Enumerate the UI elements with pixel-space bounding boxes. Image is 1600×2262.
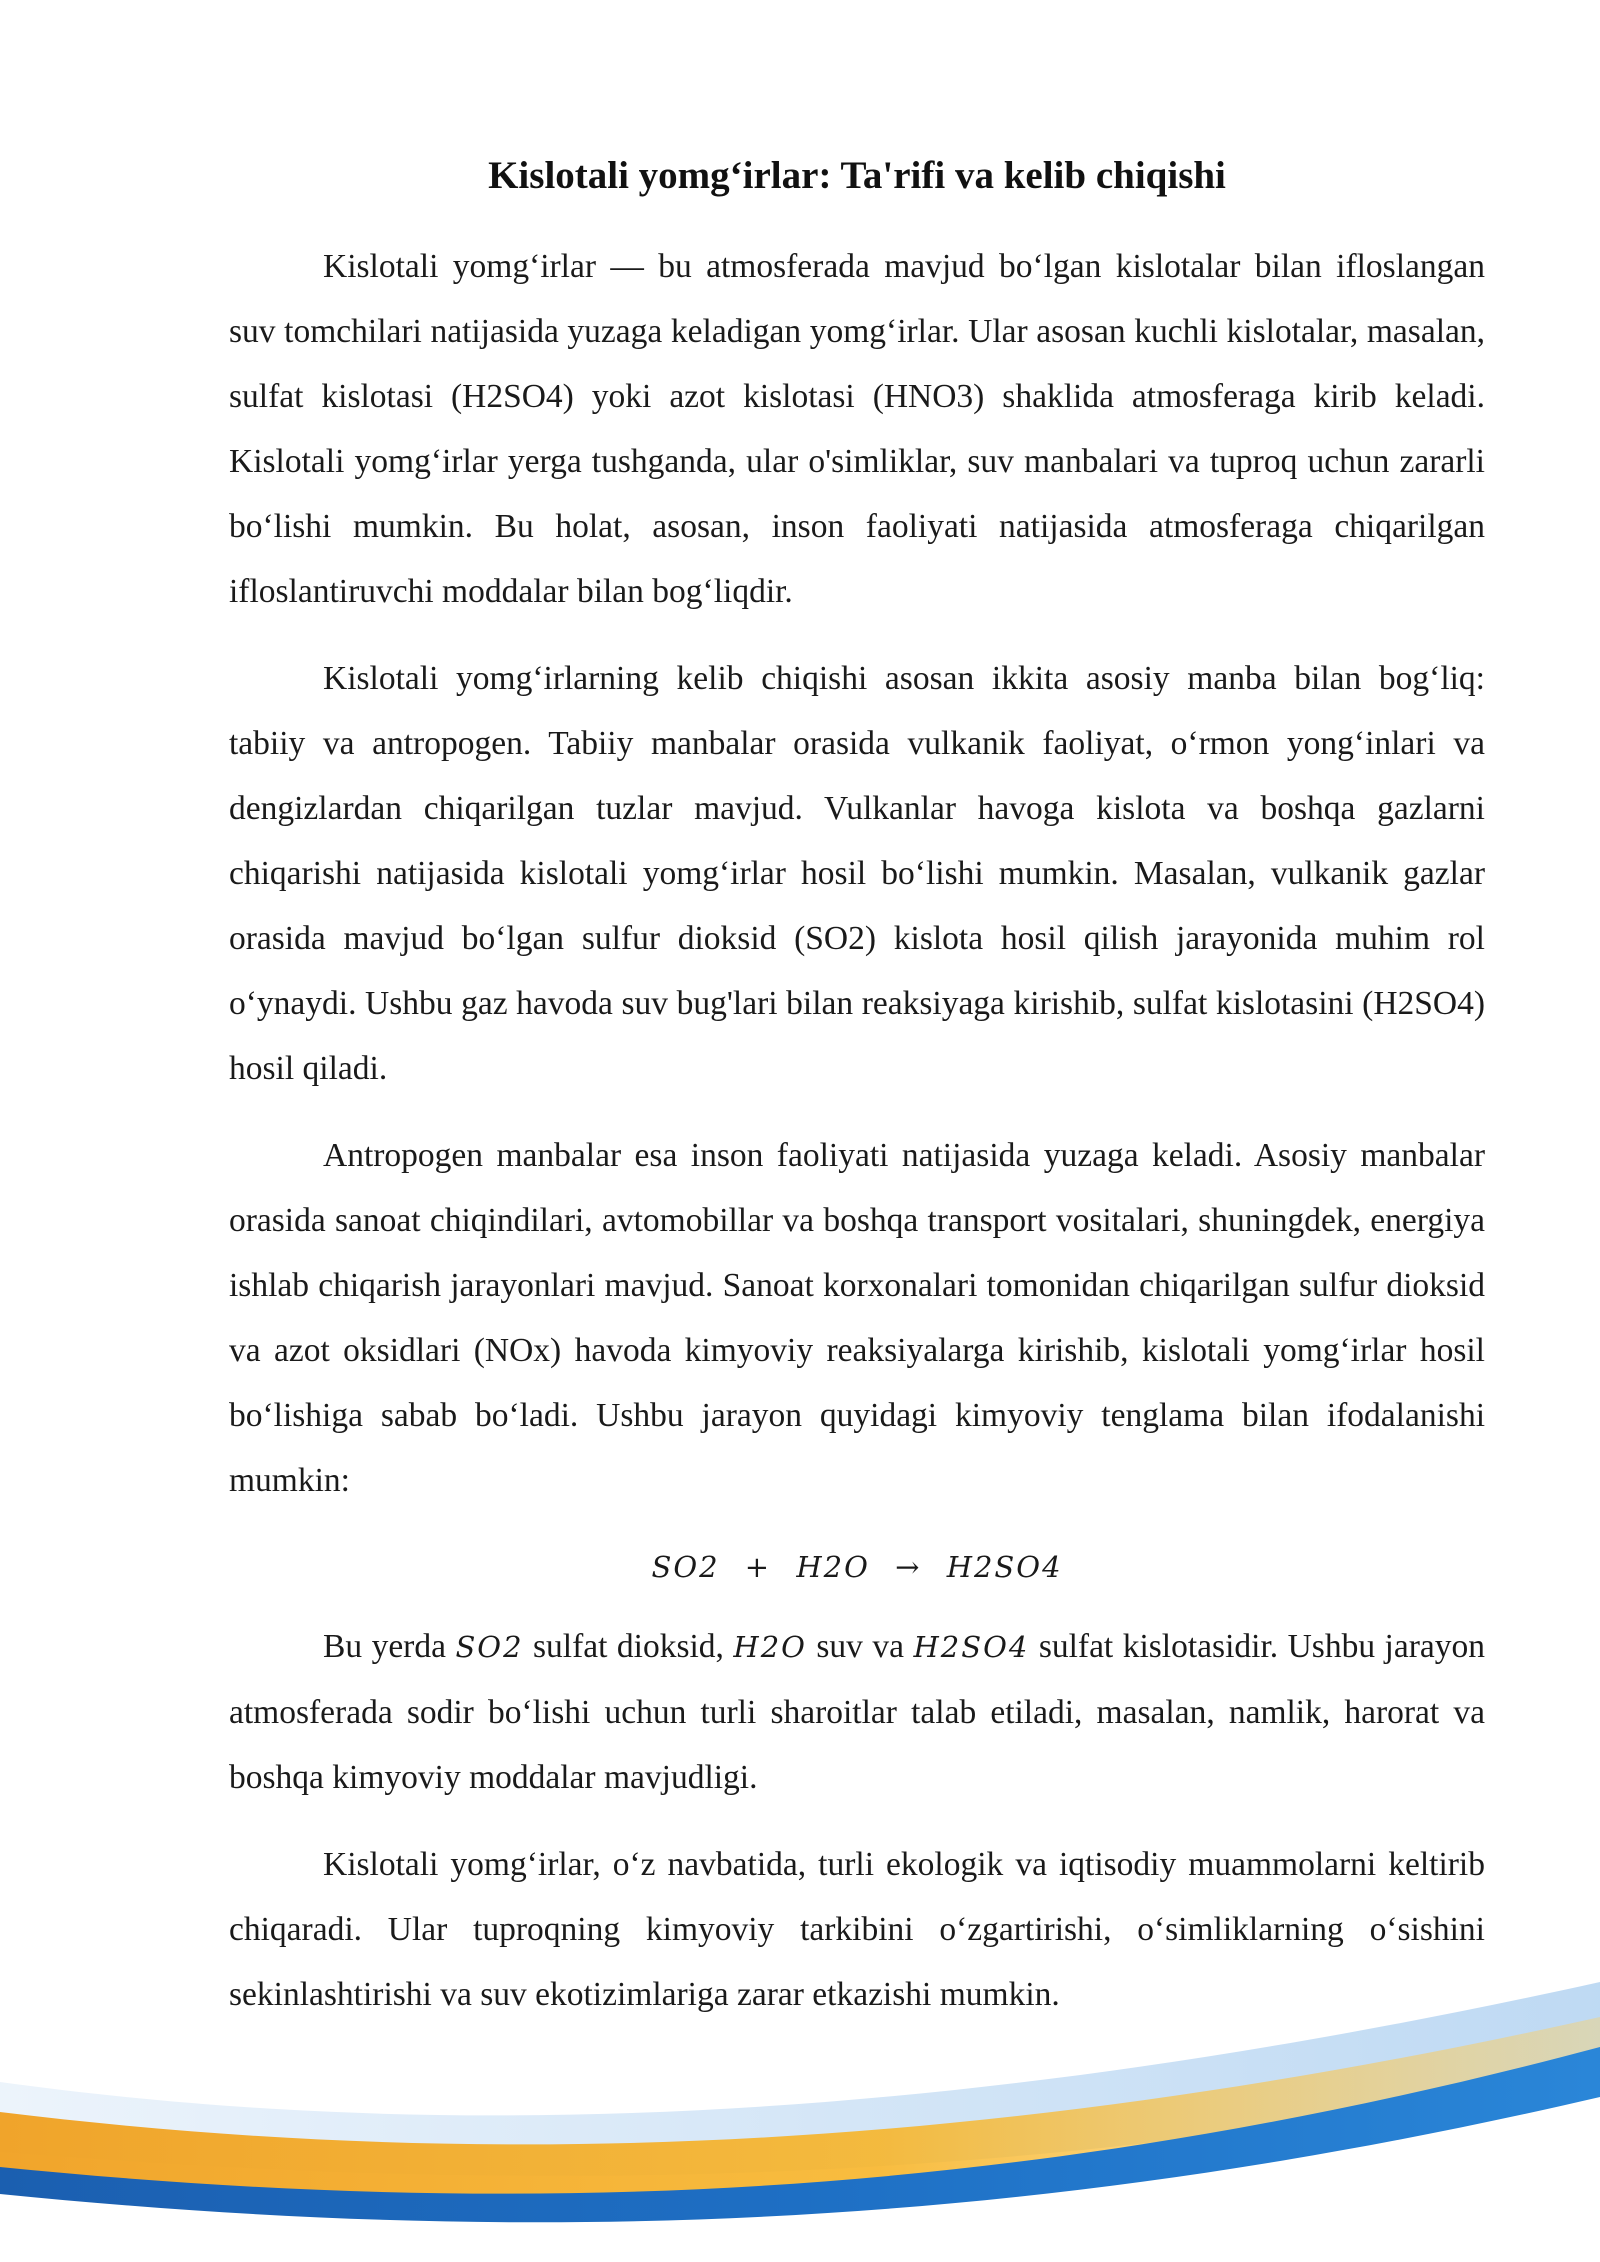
paragraph-origin: Kislotali yomg‘irlarning kelib chiqishi asosan ikkita asosiy manba bilan bog‘liq: tabiiy va antropogen. Tabiiy manbalar orasida vulkanik faoliyat, o‘rmon yong‘inlari va dengizlardan chiqarilgan tuzlar mavjud. Vulkanlar havoga kislota va boshqa gazlarni chiqarishi natijasida kislotali yomg‘irlar hosil bo‘lishi mumkin. Masalan, vulkanik gazlar orasida mavjud bo‘lgan sulfur dioksid (SO2) kislota hosil qilish jarayonida muhim rol o‘ynaydi. Ushbu gaz havoda suv bug'lari bilan reaksiyaga kirishib, sulfat kislotasini (H2SO4) hosil qiladi. (229, 660, 1485, 1087)
explanation-prefix: Bu yerda (323, 1628, 456, 1665)
explanation-so2: SO2 (455, 1630, 524, 1664)
equation-arrow: → (895, 1550, 922, 1584)
equation-reactant-so2: SO2 (651, 1550, 720, 1584)
equation-product-h2so4: H2SO4 (946, 1550, 1063, 1584)
chemical-equation (229, 1535, 1485, 1600)
explanation-h2o: H2O (733, 1630, 807, 1664)
paragraph-anthropogenic: Antropogen manbalar esa inson faoliyati natijasida yuzaga keladi. Asosiy manbalar orasida sanoat chiqindilari, avtomobillar va boshqa transport vositalari, shuningdek, energiya ishlab chiqarish jarayonlari mavjud. Sanoat korxonalari tomonidan chiqarilgan sulfur dioksid va azot oksidlari (NOx) havoda kimyoviy reaksiyalarga kirishib, kislotali yomg‘irlar hosil bo‘lishiga sabab bo‘ladi. Ushbu jarayon quyidagi kimyoviy tenglama bilan ifodalanishi mumkin: (229, 1137, 1485, 1499)
explanation-h2so4: H2SO4 (913, 1630, 1030, 1664)
page-title: Kislotali yomg‘irlar: Ta'rifi va kelib chiqishi (488, 154, 1226, 197)
paragraph-definition: Kislotali yomg‘irlar — bu atmosferada mavjud bo‘lgan kislotalar bilan ifloslangan suv tomchilari natijasida yuzaga keladigan yomg‘irlar. Ular asosan kuchli kislotalar, masalan, sulfat kislotasi (H2SO4) yoki azot kislotasi (HNO3) shaklida atmosferaga kirib keladi. Kislotali yomg‘irlar yerga tushganda, ular o'simliklar, suv manbalari va tuproq uchun zararli bo‘lishi mumkin. Bu holat, asosan, inson faoliyati natijasida atmosferaga chiqarilgan ifloslantiruvchi moddalar bilan bog‘liqdir. (229, 248, 1485, 610)
explanation-after-so2: sulfat dioksid, (523, 1628, 734, 1665)
equation-reactant-h2o: H2O (796, 1550, 870, 1584)
equation-plus: + (744, 1550, 772, 1584)
paragraph-consequences: Kislotali yomg‘irlar, o‘z navbatida, turli ekologik va iqtisodiy muammolarni keltirib chiqaradi. Ular tuproqning kimyoviy tarkibini o‘zgartirishi, o‘simliklarning o‘sishini sekinlashtirishi va suv ekotizimlariga zarar etkazishi mumkin. (229, 1846, 1485, 2013)
explanation-suffix: sulfat kislotasidir. Ushbu jarayon atmosferada sodir bo‘lishi uchun turli sharoitlar talab etiladi, masalan, namlik, harorat va boshqa kimyoviy moddalar mavjudligi. (229, 1628, 1485, 1796)
document-body (229, 148, 1485, 2049)
decorative-footer-wave (0, 1962, 1600, 2262)
paragraph-explanation (229, 1614, 1485, 1810)
explanation-after-h2o: suv va (806, 1628, 914, 1665)
